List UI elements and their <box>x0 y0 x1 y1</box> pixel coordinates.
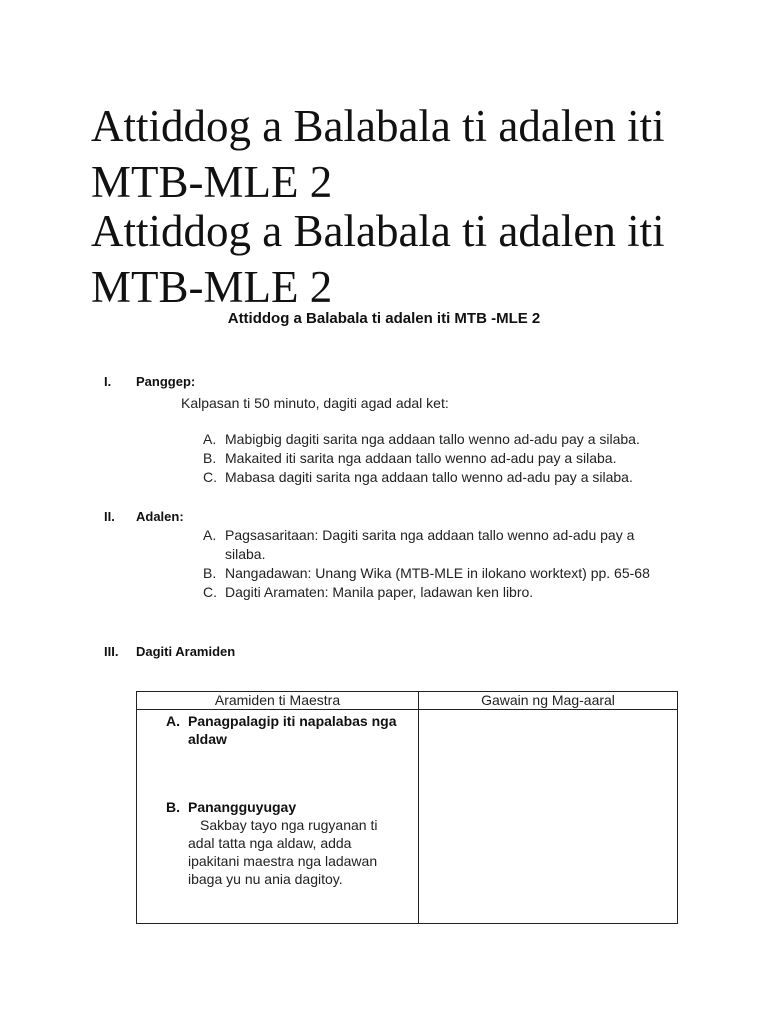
section-number-iii: III. <box>104 644 119 659</box>
table-item-body-text: Sakbay tayo nga rugyanan ti adal tatta nga aldaw, adda ipakitani maestra nga ladawan ibaga yu nu ania dagitoy. <box>188 817 378 887</box>
section-heading-panggep: Panggep: <box>136 374 196 389</box>
list-text: Mabigbig dagiti sarita nga addaan tallo wenno ad-adu pay a silaba. <box>225 431 640 447</box>
list-item <box>203 430 673 449</box>
maestra-cell <box>137 710 419 924</box>
panggep-intro: Kalpasan ti 50 minuto, dagiti agad adal ket: <box>181 395 449 411</box>
list-letter: A. <box>203 527 217 543</box>
table-item-a <box>137 712 418 748</box>
column-header-maestra: Aramiden ti Maestra <box>137 692 419 710</box>
panggep-list <box>203 430 673 487</box>
list-letter: C. <box>203 584 217 600</box>
large-title-2: Attiddog a Balabala ti adalen iti MTB-MLE 2 <box>91 206 665 312</box>
list-letter: A. <box>203 431 217 447</box>
activities-table <box>136 691 678 924</box>
section-number-i: I. <box>104 374 112 389</box>
table-item-title: Panagpalagip iti napalabas nga aldaw <box>188 713 397 747</box>
list-text: Mabasa dagiti sarita nga addaan tallo wenno ad-adu pay a silaba. <box>225 469 633 485</box>
list-text: Dagiti Aramaten: Manila paper, ladawan ken libro. <box>225 584 534 600</box>
list-letter: B. <box>203 450 217 466</box>
column-header-mag-aaral: Gawain ng Mag-aaral <box>419 692 678 710</box>
table-item-letter: A. <box>166 713 180 729</box>
table-row <box>137 710 678 924</box>
list-text: Makaited iti sarita nga addaan tallo wenno ad-adu pay a silaba. <box>225 450 617 466</box>
list-item <box>203 583 673 602</box>
list-letter: B. <box>203 565 217 581</box>
document-subtitle: Attiddog a Balabala ti adalen iti MTB -MLE 2 <box>227 310 541 327</box>
list-item <box>203 564 673 583</box>
table-header-row <box>137 692 678 710</box>
list-item <box>203 526 673 564</box>
list-letter: C. <box>203 469 217 485</box>
table-item-b <box>137 798 418 888</box>
list-text: Pagsasaritaan: Dagiti sarita nga addaan tallo wenno ad-adu pay a silaba. <box>225 527 635 562</box>
large-title-1: Attiddog a Balabala ti adalen iti MTB-MLE 2 <box>91 101 665 207</box>
list-text: Nangadawan: Unang Wika (MTB-MLE in ilokano worktext) pp. 65-68 <box>225 565 650 581</box>
adalen-list <box>203 526 673 602</box>
list-item <box>203 468 673 487</box>
table-item-letter: B. <box>166 799 180 815</box>
section-number-ii: II. <box>104 509 115 524</box>
list-item <box>203 449 673 468</box>
section-heading-aramiden: Dagiti Aramiden <box>136 644 236 659</box>
section-heading-adalen: Adalen: <box>136 509 184 524</box>
mag-aaral-cell <box>419 710 678 924</box>
table-item-body <box>188 816 398 888</box>
table-item-title: Panangguyugay <box>188 799 297 815</box>
